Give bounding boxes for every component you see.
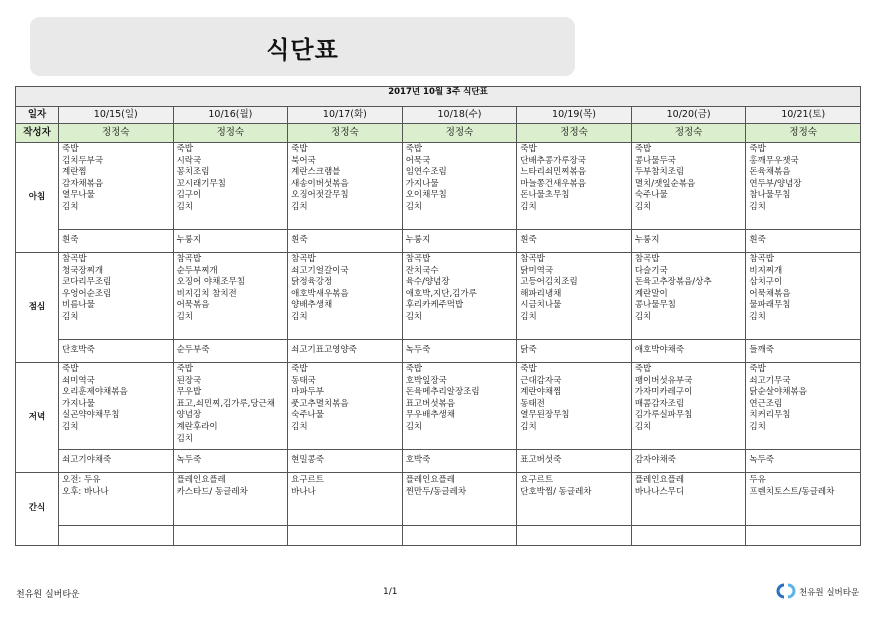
breakfast-porridge-cell: 흰죽 xyxy=(59,230,174,253)
menu-item: 김치두부국 xyxy=(62,155,104,166)
menu-item: 죽밥 xyxy=(62,144,79,154)
dinner-day-cell xyxy=(746,363,861,450)
lunch-porridge-cell: 들깨죽 xyxy=(746,340,861,363)
menu-item: 숙주나물 xyxy=(291,410,324,421)
lunch-items-row xyxy=(16,253,861,340)
menu-item: 근대감자국 xyxy=(520,375,562,386)
menu-item: 요구르트 xyxy=(520,475,554,485)
organization-logo xyxy=(775,582,863,600)
menu-item: 계란스크램블 xyxy=(291,167,341,178)
menu-item: 무우밥 xyxy=(176,387,202,398)
breakfast-porridge-cell: 누룽지 xyxy=(631,230,746,253)
menu-item: 김치 xyxy=(520,201,537,212)
menu-item: 마파두부 xyxy=(291,387,324,398)
dinner-day-cell xyxy=(402,363,517,450)
dinner-porridge-cell: 쇠고기야채죽 xyxy=(59,450,174,473)
menu-item: 돈육메추리알장조림 xyxy=(405,387,480,398)
date-header-cell: 10/21(토) xyxy=(746,107,861,124)
menu-item: 어묵채볶음 xyxy=(749,288,791,299)
breakfast-day-cell xyxy=(402,143,517,230)
menu-item: 가자미카레구이 xyxy=(634,387,693,398)
author-cell: 정정숙 xyxy=(59,124,174,143)
dinner-day-cell xyxy=(288,363,403,450)
snack-blank-cell xyxy=(402,526,517,546)
dinner-porridge-cell: 현밀콩죽 xyxy=(288,450,403,473)
lunch-porridge-cell: 녹두죽 xyxy=(402,340,517,363)
lunch-porridge-cell: 애호박야채죽 xyxy=(631,340,746,363)
menu-item: 시락국 xyxy=(176,155,202,166)
page-title: 식단표 xyxy=(266,36,339,64)
menu-item: 삼치구이 xyxy=(749,277,783,288)
menu-item: 실곤약야채무침 xyxy=(62,410,120,421)
menu-item: 닭미역국 xyxy=(520,265,554,276)
date-header-cell: 10/15(일) xyxy=(59,107,174,124)
dinner-porridge-row xyxy=(16,450,861,473)
menu-item: 김치 xyxy=(62,201,79,212)
menu-item: 김치 xyxy=(291,311,308,322)
dinner-porridge-cell: 녹두죽 xyxy=(173,450,288,473)
menu-item: 콩나물두국 xyxy=(634,155,676,166)
menu-item: 어묵국 xyxy=(405,155,431,166)
menu-item: 고등어김치조림 xyxy=(520,277,578,288)
menu-item: 죽밥 xyxy=(405,144,423,154)
menu-item: 김치 xyxy=(634,311,652,322)
menu-item: 참곡밥 xyxy=(291,254,316,264)
menu-item: 동태국 xyxy=(291,375,316,386)
menu-item: 계란후라이 xyxy=(176,421,218,432)
menu-item: 죽밥 xyxy=(634,144,652,154)
menu-item: 단호박찜/ 동글레차 xyxy=(520,486,592,497)
menu-item: 오후: 바나나 xyxy=(62,486,109,497)
menu-item: 참곡밥 xyxy=(520,254,545,264)
dinner-porridge-cell: 녹두죽 xyxy=(746,450,861,473)
menu-item: 참곡밥 xyxy=(62,254,87,264)
menu-item: 쇠미역국 xyxy=(62,375,95,386)
menu-item: 콩나물무침 xyxy=(634,300,676,311)
menu-item: 죽밥 xyxy=(176,364,193,374)
menu-item: 계란말이 xyxy=(634,288,668,299)
menu-item: 비지김치 참치전 xyxy=(176,288,237,299)
menu-item: 돈나물초무침 xyxy=(520,190,570,201)
menu-item: 홍깨무우잿국 xyxy=(749,155,799,166)
menu-item: 김치 xyxy=(176,201,193,212)
breakfast-day-cell xyxy=(631,143,746,230)
menu-item: 죽밥 xyxy=(291,364,308,374)
menu-item: 열무된장무침 xyxy=(520,410,570,421)
menu-item: 호박잎장국 xyxy=(405,375,447,386)
snack-blank-cell xyxy=(517,526,632,546)
menu-item: 무우배추생채 xyxy=(405,410,455,421)
menu-item: 치커리무침 xyxy=(749,410,791,421)
footer-organization: 천유원 실버타운 xyxy=(16,590,80,600)
author-cell: 정정숙 xyxy=(517,124,632,143)
menu-item: 돈육고추장볶음/상추 xyxy=(634,277,712,288)
snack-blank-cell xyxy=(288,526,403,546)
menu-item: 임연수조림 xyxy=(405,167,447,178)
menu-item: 표고버섯볶음 xyxy=(405,398,455,409)
menu-item: 닭정육강정 xyxy=(291,277,333,288)
lunch-day-cell xyxy=(631,253,746,340)
menu-item: 열무나물 xyxy=(62,190,95,201)
menu-item: 플레인요플레 xyxy=(634,475,685,485)
menu-item: 참곡밥 xyxy=(634,254,660,264)
menu-item: 참곡밥 xyxy=(405,254,431,264)
menu-item: 오이채무침 xyxy=(405,190,447,201)
menu-item: 카스타드/ 동글레차 xyxy=(176,486,248,497)
menu-item: 김치 xyxy=(405,201,423,212)
menu-item: 김치 xyxy=(405,311,423,322)
snack-day-cell xyxy=(59,473,174,526)
menu-item: 코다리무조림 xyxy=(62,277,112,288)
menu-item: 후리카케주먹밥 xyxy=(405,300,464,311)
breakfast-day-cell xyxy=(173,143,288,230)
breakfast-day-cell xyxy=(59,143,174,230)
menu-item: 죽밥 xyxy=(749,144,766,154)
menu-item: 김치 xyxy=(634,201,652,212)
menu-item: 비지찌개 xyxy=(749,265,783,276)
menu-item: 김치 xyxy=(291,201,308,212)
menu-item: 꼬시래기무침 xyxy=(176,178,226,189)
breakfast-porridge-row xyxy=(16,230,861,253)
menu-item: 마늘쫑건새우볶음 xyxy=(520,178,586,189)
menu-item: 단배추콩가루장국 xyxy=(520,155,586,166)
breakfast-porridge-cell: 흰죽 xyxy=(288,230,403,253)
menu-item: 양배추생채 xyxy=(291,300,333,311)
menu-item: 김치 xyxy=(749,201,766,212)
menu-item: 바나나 xyxy=(291,486,316,497)
snack-items-row xyxy=(16,473,861,526)
page-number: 1/1 xyxy=(383,587,398,597)
dinner-day-cell xyxy=(517,363,632,450)
menu-item: 다슬기국 xyxy=(634,265,668,276)
snack-day-cell xyxy=(173,473,288,526)
menu-item: 김가루실파무침 xyxy=(634,410,693,421)
menu-item: 청국장찌개 xyxy=(62,265,104,276)
lunch-day-cell xyxy=(288,253,403,340)
menu-item: 멸치/잿잎순볶음 xyxy=(634,178,696,189)
menu-item: 팽이버섯유부국 xyxy=(634,375,693,386)
lunch-porridge-cell: 단호박죽 xyxy=(59,340,174,363)
dinner-porridge-cell: 감자야채죽 xyxy=(631,450,746,473)
menu-item: 김구이 xyxy=(176,190,202,201)
author-cell: 정정숙 xyxy=(173,124,288,143)
menu-item: 오리훈제야채볶음 xyxy=(62,387,128,398)
breakfast-day-cell xyxy=(288,143,403,230)
menu-item: 죽밥 xyxy=(405,364,423,374)
table-caption: 2017년 10월 3주 식단표 xyxy=(16,87,861,107)
menu-item: 김치 xyxy=(176,433,193,444)
lunch-day-cell xyxy=(746,253,861,340)
snack-day-cell xyxy=(402,473,517,526)
menu-item: 두부참치조림 xyxy=(634,167,685,178)
menu-item: 우엉어순조림 xyxy=(62,288,112,299)
lunch-day-cell xyxy=(402,253,517,340)
lunch-day-cell xyxy=(517,253,632,340)
author-cell: 정정숙 xyxy=(288,124,403,143)
menu-item: 풋고추멸치볶음 xyxy=(291,398,349,409)
menu-item: 죽밥 xyxy=(520,144,537,154)
dinner-porridge-cell: 표고버섯죽 xyxy=(517,450,632,473)
menu-item: 김치 xyxy=(176,311,193,322)
lunch-porridge-cell: 쇠고기표고영양죽 xyxy=(288,340,403,363)
breakfast-day-cell xyxy=(746,143,861,230)
menu-item: 죽밥 xyxy=(176,144,193,154)
menu-item: 참나물무침 xyxy=(749,190,791,201)
menu-item: 해파리냉채 xyxy=(520,288,562,299)
snack-blank-row xyxy=(16,526,861,546)
menu-item: 김치 xyxy=(520,421,537,432)
menu-item: 오징어 야채조무침 xyxy=(176,277,245,288)
date-row xyxy=(16,107,861,124)
lunch-label: 점심 xyxy=(16,253,59,363)
lunch-day-cell xyxy=(173,253,288,340)
menu-item: 죽밥 xyxy=(520,364,537,374)
dinner-day-cell xyxy=(59,363,174,450)
menu-item: 느타리쇠민찌볶음 xyxy=(520,167,586,178)
dinner-porridge-cell: 호박죽 xyxy=(402,450,517,473)
menu-item: 참곡밥 xyxy=(176,254,202,264)
menu-item: 김치 xyxy=(634,421,652,432)
menu-item: 죽밥 xyxy=(291,144,308,154)
dinner-items-row xyxy=(16,363,861,450)
menu-item: 찐만두/동글레차 xyxy=(405,486,467,497)
author-cell: 정정숙 xyxy=(631,124,746,143)
menu-item: 가지나물 xyxy=(62,398,95,409)
date-header-cell: 10/18(수) xyxy=(402,107,517,124)
menu-item: 연근조림 xyxy=(749,398,783,409)
menu-item: 비름나물 xyxy=(62,300,95,311)
breakfast-items-row xyxy=(16,143,861,230)
menu-item: 순두부찌개 xyxy=(176,265,218,276)
menu-item: 새송이버섯볶음 xyxy=(291,178,349,189)
menu-item: 닭순살야채볶음 xyxy=(749,387,807,398)
menu-item: 북어국 xyxy=(291,155,316,166)
author-cell: 정정숙 xyxy=(402,124,517,143)
snack-day-cell xyxy=(631,473,746,526)
snack-label: 간식 xyxy=(16,473,59,546)
menu-item: 매콤감자조림 xyxy=(634,398,685,409)
lunch-porridge-row xyxy=(16,340,861,363)
menu-item: 김치 xyxy=(405,421,423,432)
logo-icon xyxy=(775,582,797,600)
menu-item: 플레인요플레 xyxy=(176,475,226,485)
menu-item: 죽밥 xyxy=(634,364,652,374)
menu-item: 숙주나물 xyxy=(634,190,668,201)
snack-blank-cell xyxy=(173,526,288,546)
menu-item: 돈육채볶음 xyxy=(749,167,791,178)
menu-item: 두유 xyxy=(749,475,766,485)
lunch-porridge-cell: 순두부죽 xyxy=(173,340,288,363)
menu-item: 연두부/양념장 xyxy=(749,178,802,189)
menu-item: 쇠고기무국 xyxy=(749,375,791,386)
menu-item: 물파래무침 xyxy=(749,300,791,311)
date-header-cell: 10/20(금) xyxy=(631,107,746,124)
snack-day-cell xyxy=(746,473,861,526)
snack-blank-cell xyxy=(746,526,861,546)
menu-item: 잔치국수 xyxy=(405,265,439,276)
dinner-day-cell xyxy=(631,363,746,450)
lunch-day-cell xyxy=(59,253,174,340)
snack-day-cell xyxy=(517,473,632,526)
menu-item: 오전: 두유 xyxy=(62,475,101,485)
menu-item: 표고,쇠민찌,김가루,당근채 xyxy=(176,398,275,409)
menu-item: 감자채볶음 xyxy=(62,178,104,189)
menu-item: 가지나물 xyxy=(405,178,439,189)
menu-item: 김치 xyxy=(291,421,308,432)
dinner-label: 저녁 xyxy=(16,363,59,473)
breakfast-label: 아침 xyxy=(16,143,59,253)
weekly-menu-table xyxy=(15,86,861,546)
snack-blank-cell xyxy=(59,526,174,546)
menu-item: 애호박새우볶음 xyxy=(291,288,349,299)
lunch-porridge-cell: 닭죽 xyxy=(517,340,632,363)
menu-item: 요구르트 xyxy=(291,475,324,485)
title-banner xyxy=(30,17,575,76)
menu-item: 된장국 xyxy=(176,375,202,386)
menu-item: 어묵볶음 xyxy=(176,300,210,311)
snack-day-cell xyxy=(288,473,403,526)
menu-item: 죽밥 xyxy=(749,364,766,374)
breakfast-porridge-cell: 흰죽 xyxy=(517,230,632,253)
breakfast-porridge-cell: 흰죽 xyxy=(746,230,861,253)
menu-item: 김치 xyxy=(520,311,537,322)
breakfast-day-cell xyxy=(517,143,632,230)
menu-item: 플레인요플레 xyxy=(405,475,455,485)
date-header-cell: 10/16(월) xyxy=(173,107,288,124)
menu-item: 김치 xyxy=(749,311,766,322)
menu-item: 시금치나물 xyxy=(520,300,562,311)
menu-item: 동태전 xyxy=(520,398,545,409)
menu-item: 애호박,지단,김가루 xyxy=(405,288,477,299)
menu-item: 계란찜 xyxy=(62,167,87,178)
menu-item: 오징어젓갈무침 xyxy=(291,190,349,201)
menu-item: 프렌치토스트/동글레차 xyxy=(749,486,835,497)
menu-item: 계란야채찜 xyxy=(520,387,562,398)
snack-blank-cell xyxy=(631,526,746,546)
menu-item: 김치 xyxy=(62,311,79,322)
menu-item: 김치 xyxy=(62,421,79,432)
date-header-label: 일자 xyxy=(16,107,59,124)
date-header-cell: 10/17(화) xyxy=(288,107,403,124)
author-header-label: 작성자 xyxy=(16,124,59,143)
menu-item: 양념장 xyxy=(176,410,202,421)
author-row xyxy=(16,124,861,143)
menu-item: 김치 xyxy=(749,421,766,432)
breakfast-porridge-cell: 누룽지 xyxy=(402,230,517,253)
menu-item: 꽁치조림 xyxy=(176,167,210,178)
menu-item: 쇠고기얼갈이국 xyxy=(291,265,349,276)
author-cell: 정정숙 xyxy=(746,124,861,143)
menu-item: 육수/양념장 xyxy=(405,277,450,288)
breakfast-porridge-cell: 누룽지 xyxy=(173,230,288,253)
menu-item: 죽밥 xyxy=(62,364,79,374)
logo-text: 천유원 실버타운 xyxy=(799,588,860,598)
menu-item: 바나나스무디 xyxy=(634,486,685,497)
dinner-day-cell xyxy=(173,363,288,450)
date-header-cell: 10/19(목) xyxy=(517,107,632,124)
menu-item: 참곡밥 xyxy=(749,254,775,264)
